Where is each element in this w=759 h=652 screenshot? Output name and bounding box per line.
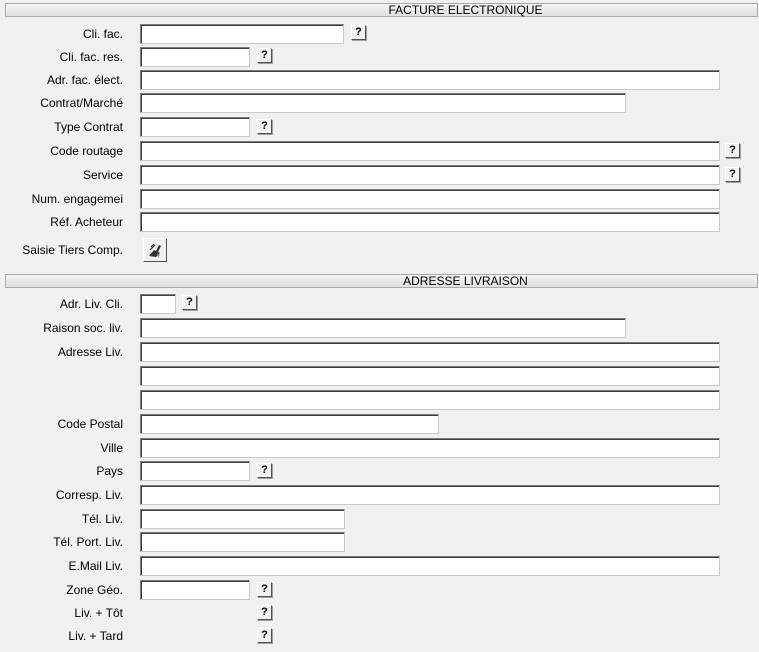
cli-fac-res-input[interactable] (140, 47, 250, 67)
zone-geo-help-button[interactable]: ? (257, 582, 272, 597)
email-liv-input[interactable] (140, 556, 720, 576)
facture-section-header (5, 3, 758, 17)
pays-label: Pays (96, 464, 123, 478)
service-label: Service (82, 168, 123, 182)
adr-fac-elect-label: Adr. fac. élect. (46, 73, 123, 87)
cli-fac-help-button[interactable]: ? (351, 25, 366, 40)
tel-port-liv-input[interactable] (140, 532, 345, 552)
ville-label: Ville (100, 441, 123, 455)
liv-plus-tot-help-button[interactable]: ? (257, 605, 272, 620)
livraison-section-title: ADRESSE LIVRAISON (403, 274, 528, 288)
hand-pointer-icon (146, 241, 164, 259)
raison-soc-input[interactable] (140, 318, 626, 338)
type-contrat-label: Type Contrat (54, 120, 123, 134)
adr-liv-cli-help-button[interactable]: ? (182, 295, 197, 310)
num-engagement-input[interactable] (140, 189, 720, 209)
adr-fac-elect-input[interactable] (140, 70, 720, 90)
code-postal-input[interactable] (140, 414, 439, 434)
pays-help-button[interactable]: ? (257, 463, 272, 478)
type-contrat-input[interactable] (140, 117, 250, 137)
service-help-button[interactable]: ? (725, 167, 740, 182)
liv-plus-tard-help-button[interactable]: ? (257, 628, 272, 643)
email-liv-label: E.Mail Liv. (68, 559, 123, 573)
contrat-marche-input[interactable] (140, 93, 626, 113)
adresse-liv-line-3[interactable] (140, 390, 720, 410)
ville-input[interactable] (140, 438, 720, 458)
code-routage-input[interactable] (140, 141, 720, 161)
raison-soc-label: Raison soc. liv. (43, 321, 123, 335)
service-input[interactable] (140, 165, 720, 185)
zone-geo-label: Zone Géo. (66, 583, 123, 597)
contrat-marche-label: Contrat/Marché (40, 96, 123, 110)
ref-acheteur-input[interactable] (140, 212, 720, 232)
cli-fac-input[interactable] (140, 24, 344, 44)
livraison-section-header (5, 274, 758, 288)
adresse-liv-line-1[interactable] (140, 342, 720, 362)
cli-fac-label: Cli. fac. (82, 27, 123, 41)
corresp-liv-input[interactable] (140, 485, 720, 505)
cli-fac-res-help-button[interactable]: ? (257, 48, 272, 63)
code-routage-help-button[interactable]: ? (725, 143, 740, 158)
liv-plus-tot-label: Liv. + Tôt (74, 606, 123, 620)
cli-fac-res-label: Cli. fac. res. (59, 50, 123, 64)
type-contrat-help-button[interactable]: ? (257, 119, 272, 134)
liv-plus-tard-label: Liv. + Tard (68, 629, 123, 643)
pays-input[interactable] (140, 461, 250, 481)
corresp-liv-label: Corresp. Liv. (55, 488, 123, 502)
code-postal-label: Code Postal (57, 417, 123, 431)
tel-port-liv-label: Tél. Port. Liv. (53, 535, 123, 549)
tel-liv-label: Tél. Liv. (81, 512, 123, 526)
saisie-tiers-button[interactable] (143, 238, 167, 262)
adr-liv-cli-input[interactable] (140, 294, 176, 314)
saisie-tiers-label: Saisie Tiers Comp. (22, 243, 123, 257)
ref-acheteur-label: Réf. Acheteur (50, 215, 123, 229)
zone-geo-input[interactable] (140, 580, 250, 600)
code-routage-label: Code routage (50, 144, 123, 158)
adresse-liv-label: Adresse Liv. (57, 345, 123, 359)
tel-liv-input[interactable] (140, 509, 345, 529)
adr-liv-cli-label: Adr. Liv. Cli. (59, 297, 123, 311)
adresse-liv-line-2[interactable] (140, 366, 720, 386)
facture-section-title: FACTURE ELECTRONIQUE (388, 3, 543, 17)
num-engagement-label: Num. engagemei (31, 192, 123, 206)
